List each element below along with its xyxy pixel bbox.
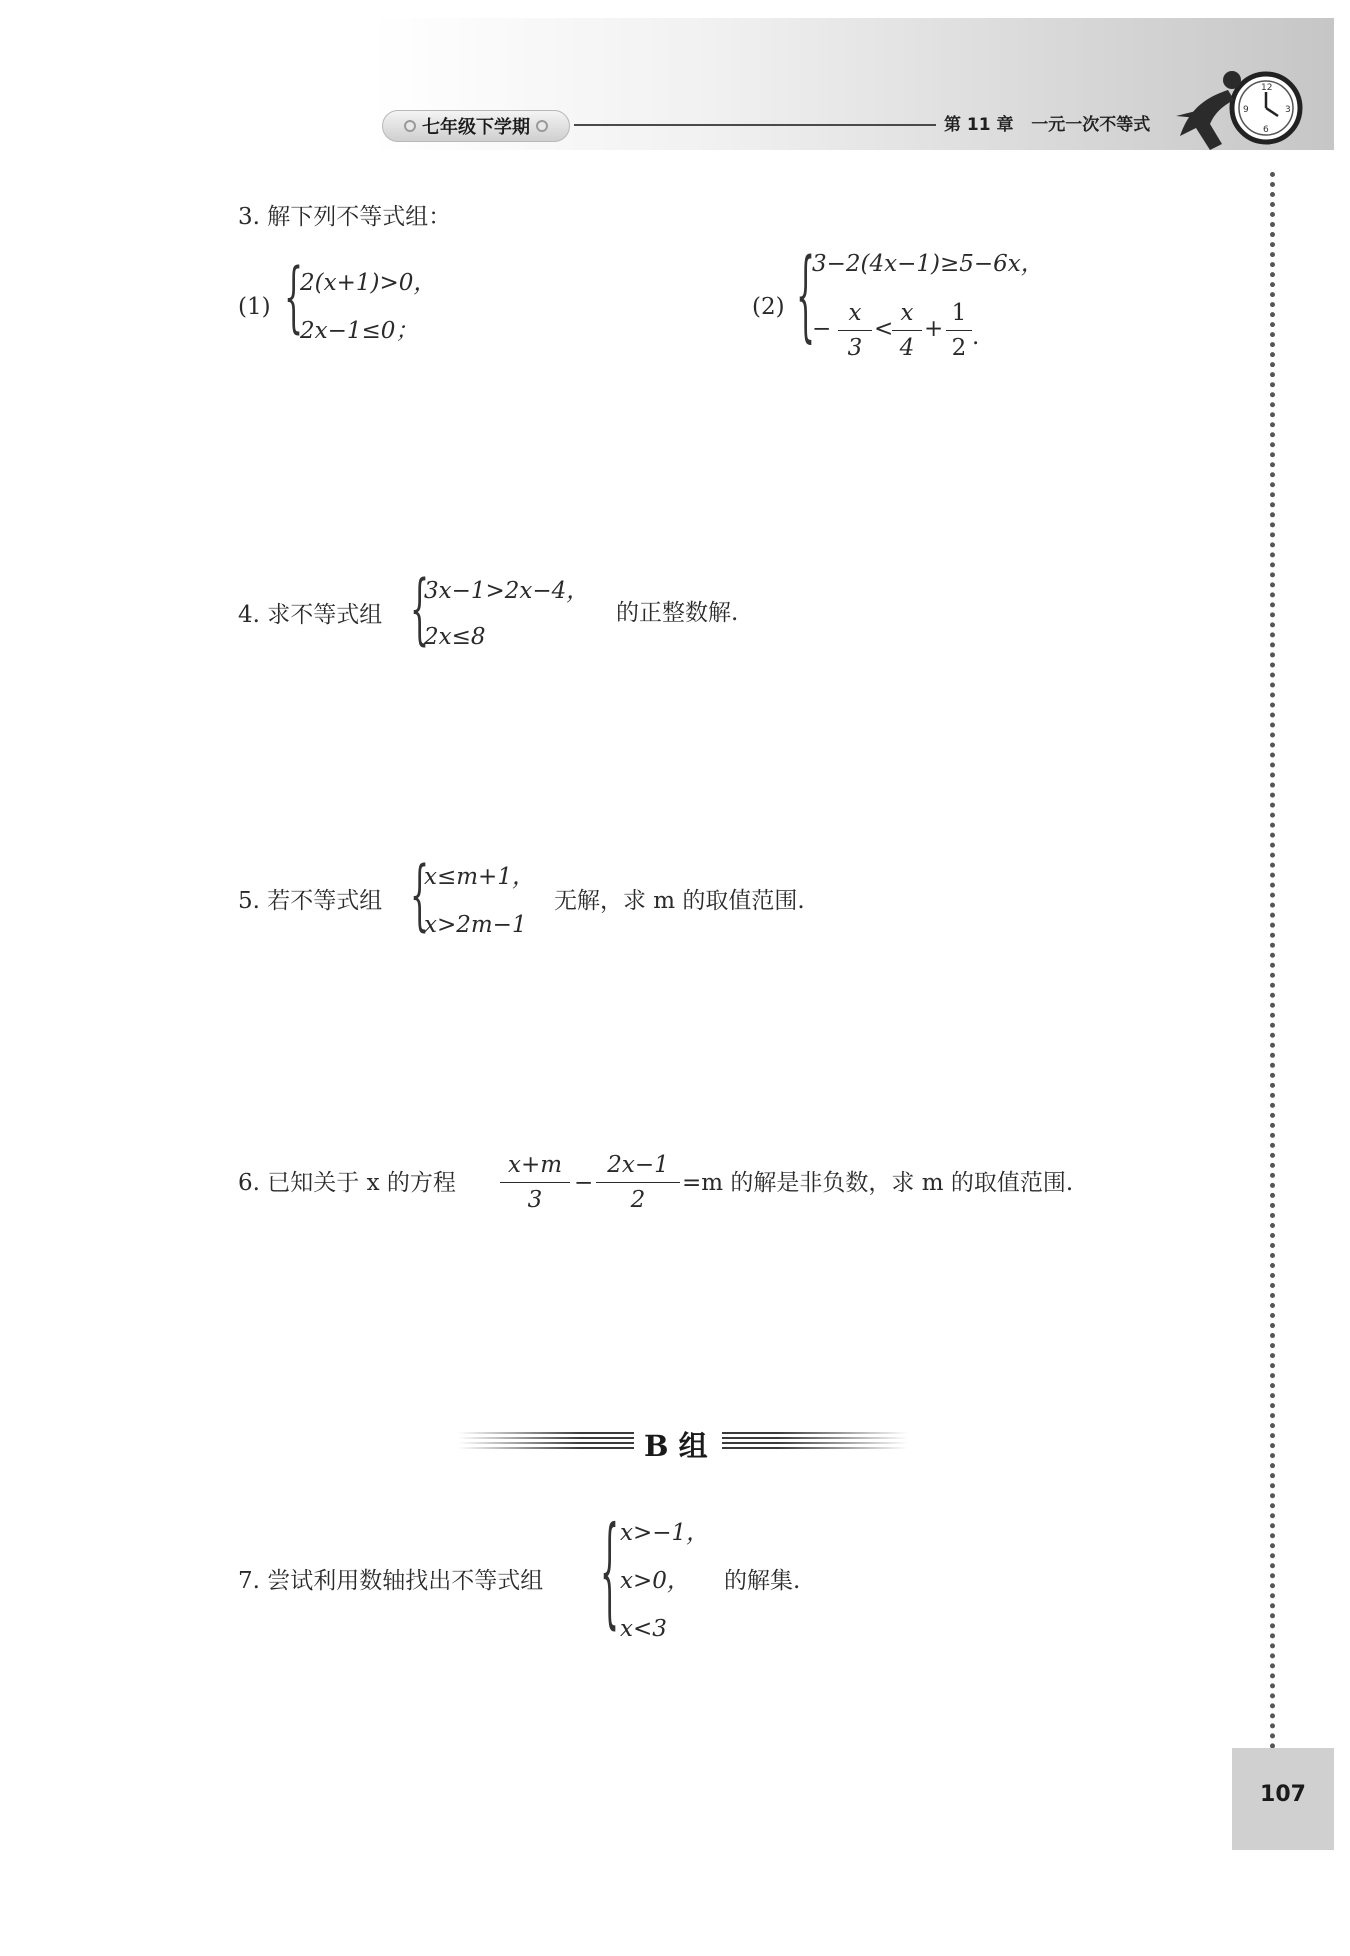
group-b-left-rule (458, 1432, 634, 1450)
problem-3-part2-fraction-c (946, 302, 972, 360)
runner-clock-logo (1170, 66, 1310, 158)
svg-text:12: 12 (1261, 83, 1273, 93)
svg-text:6: 6 (1263, 125, 1269, 135)
fraction-b-bar (892, 330, 922, 331)
problem-3-part2-label: (2) (752, 294, 785, 320)
problem-6-minus: − (574, 1170, 594, 1196)
fraction-a-numerator: x (848, 300, 862, 326)
problem-6-fraction-b (596, 1154, 680, 1212)
problem-7-line3: x<3 (620, 1616, 667, 1642)
page-number: 107 (1260, 1782, 1306, 1807)
chapter-label: 第 11 章 一元一次不等式 (944, 115, 1151, 135)
problem-6-fraction-a-bar (500, 1182, 570, 1183)
fraction-a-denominator: 3 (847, 335, 863, 361)
problem-6-prefix: 6. 已知关于 x 的方程 (238, 1170, 456, 1196)
fraction-b-numerator: x (900, 300, 914, 326)
problem-5-line2: x>2m−1 (424, 912, 527, 938)
problem-3-part1-brace: { (284, 254, 304, 344)
problem-3-part2-less-than: < (874, 316, 894, 342)
fraction-a-bar (838, 330, 872, 331)
problem-3-part2-fraction-b (892, 302, 922, 360)
fraction-c-numerator: 1 (951, 300, 967, 326)
badge-left-dot (404, 120, 416, 132)
problem-6-fraction-b-numerator: 2x−1 (607, 1152, 669, 1178)
problem-5-line1: x≤m+1， (424, 864, 535, 890)
problem-7-prefix: 7. 尝试利用数轴找出不等式组 (238, 1568, 544, 1594)
fraction-b-denominator: 4 (899, 335, 915, 361)
grade-badge (382, 110, 570, 142)
problem-3-part2-minus: − (812, 316, 832, 342)
problem-3-part2-period: . (972, 324, 980, 350)
problem-4-line1: 3x−1>2x−4， (424, 578, 590, 604)
problem-5-prefix: 5. 若不等式组 (238, 888, 383, 914)
problem-4-prefix: 4. 求不等式组 (238, 602, 383, 628)
fraction-c-bar (946, 330, 972, 331)
svg-text:9: 9 (1243, 105, 1249, 115)
fraction-c-denominator: 2 (951, 335, 967, 361)
problem-3-part2-brace: { (796, 240, 816, 356)
problem-3-part2-fraction-a (838, 302, 872, 360)
problem-5-suffix: 无解，求 m 的取值范围. (554, 888, 805, 914)
page-number-tab (1232, 1748, 1334, 1850)
problem-6-suffix: =m 的解是非负数，求 m 的取值范围. (682, 1170, 1074, 1196)
problem-6-fraction-a-numerator: x+m (507, 1152, 563, 1178)
problem-3-part2-plus: + (924, 316, 944, 342)
problem-3-intro: 3. 解下列不等式组： (238, 204, 452, 230)
problem-3-part1-line2: 2x−1≤0； (300, 318, 419, 344)
grade-label: 七年级下学期 (422, 117, 530, 138)
badge-right-dot (536, 120, 548, 132)
problem-4-brace: { (410, 566, 430, 656)
problem-7-line2: x>0， (620, 1568, 690, 1594)
dotted-margin-line (1270, 172, 1275, 1750)
problem-6-fraction-b-denominator: 2 (630, 1187, 646, 1213)
problem-6-fraction-a-denominator: 3 (527, 1187, 543, 1213)
problem-6-fraction-a (500, 1154, 570, 1212)
problem-3-part1-line1: 2(x+1)>0， (300, 270, 437, 296)
svg-text:3: 3 (1285, 105, 1291, 115)
problem-4-line2: 2x≤8 (424, 624, 486, 650)
problem-3-part2-line1: 3−2(4x−1)≥5−6x， (812, 251, 1044, 277)
problem-7-line1: x>−1， (620, 1520, 710, 1546)
problem-3-part1-label: (1) (238, 294, 271, 320)
problem-7-brace: { (600, 1504, 620, 1644)
problem-7-suffix: 的解集. (724, 1568, 801, 1594)
group-b-right-rule (722, 1432, 908, 1450)
problem-6-fraction-b-bar (596, 1182, 680, 1183)
problem-5-brace: { (410, 852, 430, 942)
problem-4-suffix: 的正整数解. (616, 600, 739, 626)
group-b-heading: B 组 (644, 1429, 708, 1463)
header-rule (574, 124, 936, 126)
